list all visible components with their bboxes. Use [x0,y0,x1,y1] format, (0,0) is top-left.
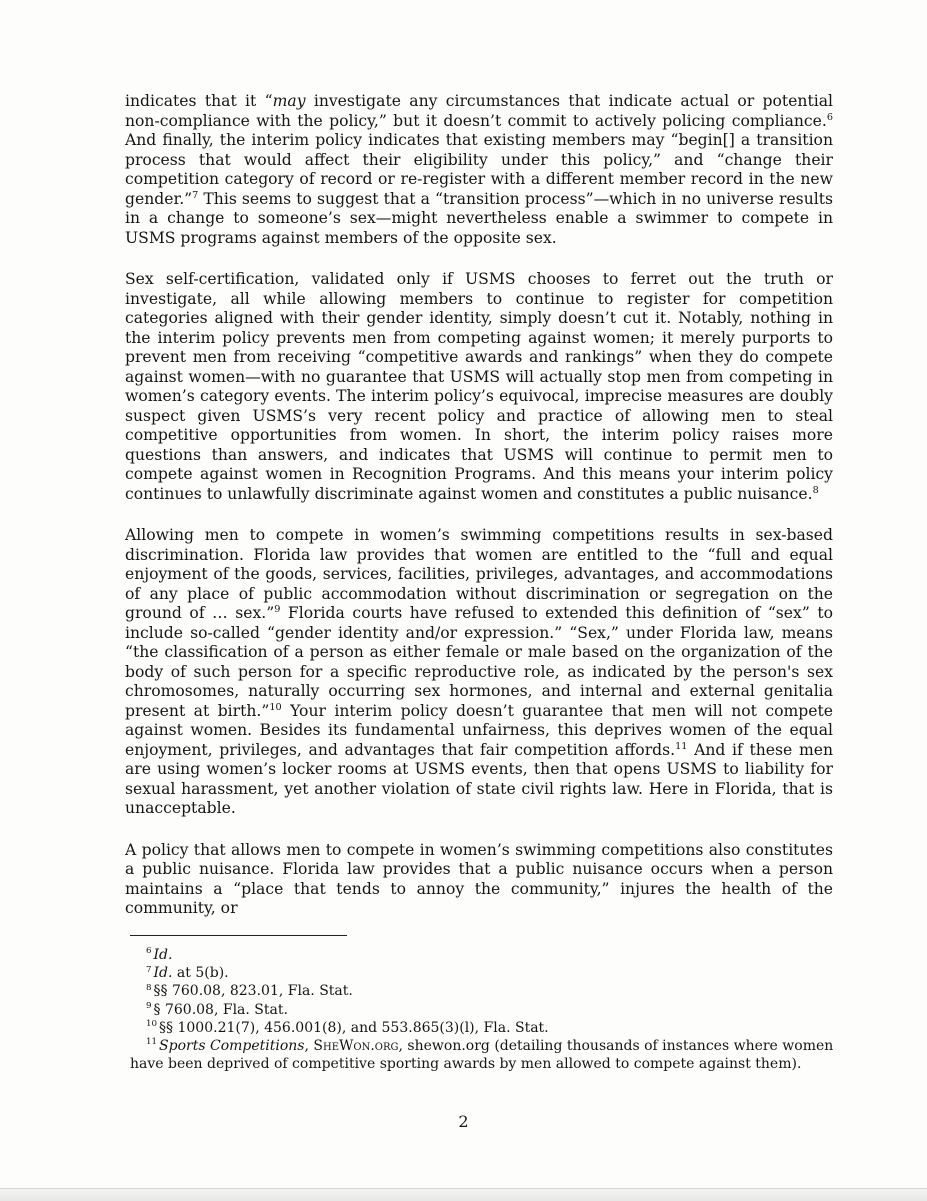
footnote [130,1001,835,1019]
scan-bottom-edge [0,1188,927,1201]
footnote-reference: 10 [269,701,282,713]
footnote-number: 7 [146,964,152,975]
footnote-reference: 11 [675,740,688,752]
document-body [125,92,833,941]
text-run: And finally, the interim policy indicates that existing members may “begin[] a transition process that would affect their eligibility under this policy,” and “change their competition category of record or re-register with a different member record in the new gender.” [125,131,833,208]
footnote-separator [130,935,347,936]
text-run: Sex self-certification, validated only if USMS chooses to ferret out the truth or investigate, all while allowing members to continue to register for competition categories aligned with their gender identity, simply doesn’t cut it. Notably, nothing in the interim policy prevents men from competing against women; it merely purports to prevent men from receiving “competitive awards and rankings” when they do compete against women—with no guarantee that USMS will actually stop men from competing in women’s category events. The interim policy’s equivocal, imprecise measures are doubly suspect given USMS’s very recent policy and practice of allowing men to steal competitive opportunities from women. In short, the interim policy raises more questions than answers, and indicates that USMS will continue to permit men to compete against women in Recognition Programs. And this means your interim policy continues to unlawfully discriminate against women and constitutes a public nuisance. [125,270,833,503]
text-run: A policy that allows men to compete in women’s swimming competitions also constitutes a public nuisance. Florida law provides that a public nuisance occurs when a person maintains a “place that tends to annoy the community,” injures the health of the community, or [125,840,833,917]
text-run: § 760.08, Fla. Stat. [153,1001,288,1018]
text-run: §§ 1000.21(7), 456.001(8), and 553.865(3)(l), Fla. Stat. [159,1019,549,1036]
footnote [130,946,835,964]
footnote [130,964,835,982]
footnote-reference: 8 [812,484,819,496]
italic-text: may [272,92,306,110]
footnote [130,1037,835,1073]
small-caps-text: SheWon.org [313,1038,399,1055]
footnote-reference: 6 [826,111,833,123]
footnote-number: 9 [146,1000,152,1011]
text-run: §§ 760.08, 823.01, Fla. Stat. [153,983,353,1000]
footnote-reference: 9 [274,603,281,615]
text-run: Your interim policy doesn’t guarantee that men will not compete against women. Besides its fundamental unfairness, this deprives women of the equal enjoyment, privileges, and advantages that fair competition affords. [125,701,833,759]
footnotes [130,946,835,1073]
text-run: investigate any circumstances that indicate actual or potential non-compliance with the policy,” but it doesn’t commit to actively policing compliance. [125,92,833,130]
text-run: Allowing men to compete in women’s swimming competitions results in sex-based discrimination. Florida law provides that women are entitled to the “full and equal enjoyment of the goods, services, facilities, privileges, advantages, and accommodations of any place of public accommodation without discrimination or segregation on the ground of … sex.” [125,526,833,622]
footnote-number: 11 [146,1037,158,1048]
paragraph [125,841,833,919]
text-run: And if these men are using women’s locker rooms at USMS events, then that opens USMS to liability for sexual harassment, yet another violation of state civil rights law. Here in Florida, that is unacceptable. [125,740,834,817]
italic-text: Id. [153,965,173,982]
footnote [130,982,835,1000]
text-run: indicates that it “ [125,92,273,110]
footnote-number: 8 [146,982,152,993]
page-number: 2 [458,1112,469,1131]
paragraph [125,526,833,819]
paragraph [125,92,833,248]
footnote-number: 10 [146,1019,158,1030]
footnote-number: 6 [146,946,152,957]
text-run: at 5(b). [172,965,229,982]
text-run: , shewon.org (detailing thousands of instances where women have been deprived of competitive sporting awards by men allowed to compete against them). [130,1038,834,1073]
footnote [130,1019,835,1037]
italic-text: Sports Competitions [159,1038,305,1055]
text-run: Florida courts have refused to extended this definition of “sex” to include so-called “gender identity and/or expression.” “Sex,” under Florida law, means “the classification of a person as either female or male based on the organization of the body of such person for a specific reproductive role, as indicated by the person's sex chromosomes, naturally occurring sex hormones, and internal and external genitalia present at birth.” [125,604,833,720]
text-run: , [304,1038,314,1055]
italic-text: Id. [153,947,173,963]
text-run: This seems to suggest that a “transition process”—which in no universe results in a change to someone’s sex—might nevertheless enable a swimmer to compete in USMS programs against members of the opposite sex. [125,189,833,247]
paragraph [125,270,833,504]
footnote-reference: 7 [192,189,199,201]
